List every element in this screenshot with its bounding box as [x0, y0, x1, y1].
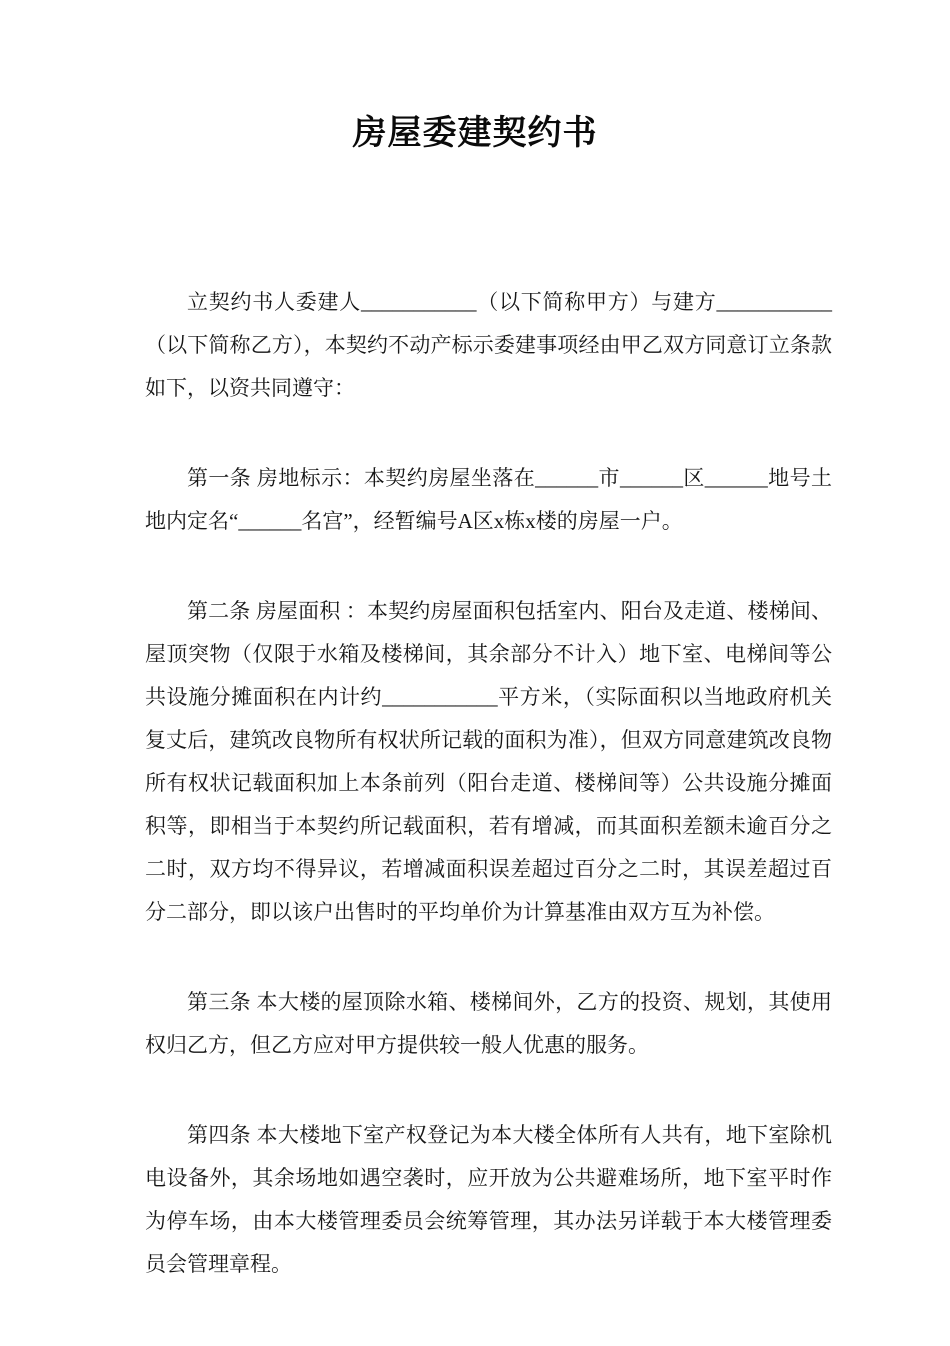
- contract-paragraph-article-2: 第二条 房屋面积 ：本契约房屋面积包括室内、阳台及走道、楼梯间、屋顶突物（仅限于水箱及楼梯间，其余部分不计入）地下室、电梯间等公共设施分摊面积在内计约___________平方米，（实际面积以当地政府机关复丈后，建筑改良物所有权状所记载的面积为准），但双方同意建筑改良物所有权状记载面积加上本条前列（阳台走道、楼梯间等）公共设施分摊面积等，即相当于本契约所记载面积，若有增减，而其面积差额未逾百分之二时，双方均不得异议，若增减面积误差超过百分之二时，其误差超过百分二部分，即以该户出售时的平均单价为计算基准由双方互为补偿。: [145, 599, 832, 924]
- contract-paragraph-preamble: 立契约书人委建人___________（以下简称甲方）与建方___________（以下简称乙方），本契约不动产标示委建事项经由甲乙双方同意订立条款如下，以资共同遵守：: [145, 290, 832, 400]
- document-title: 房屋委建契约书: [352, 114, 598, 152]
- contract-paragraph-article-3: 第三条 本大楼的屋顶除水箱、楼梯间外，乙方的投资、规划，其使用权归乙方，但乙方应对甲方提供较一般人优惠的服务。: [145, 990, 832, 1057]
- contract-paragraph-article-4: 第四条 本大楼地下室产权登记为本大楼全体所有人共有，地下室除机电设备外，其余场地如遇空袭时，应开放为公共避难场所，地下室平时作为停车场，由本大楼管理委员会统筹管理，其办法另详载于本大楼管理委员会管理章程。: [145, 1123, 832, 1276]
- contract-body: [145, 281, 832, 1286]
- contract-paragraph-article-1: 第一条 房地标示：本契约房屋坐落在______市______区______地号土地内定名“______名宫”，经暂编号A区x栋x楼的房屋一户。: [145, 466, 832, 533]
